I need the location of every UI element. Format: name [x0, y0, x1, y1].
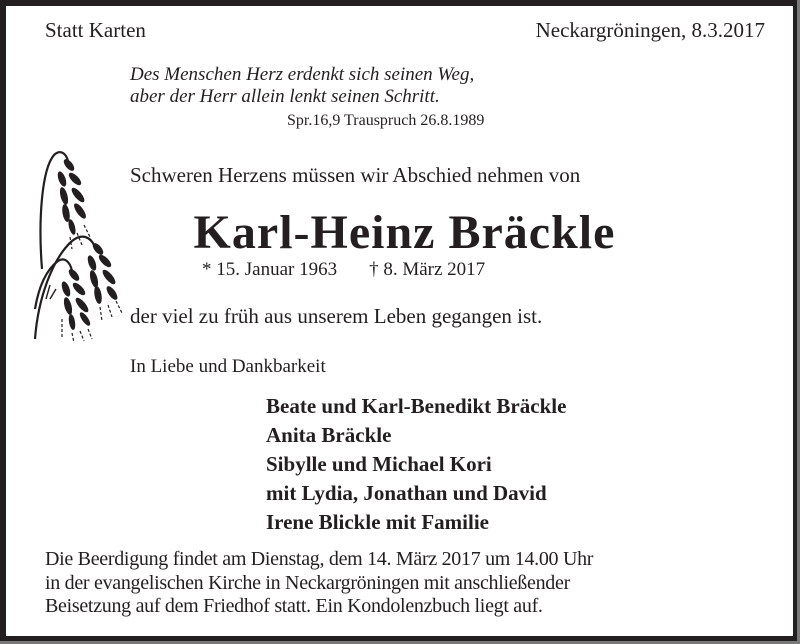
life-dates [202, 259, 485, 281]
mourners-list [266, 392, 566, 537]
verse-line-1: Des Menschen Herz erdenkt sich seinen Weg, [130, 64, 475, 85]
mourner-line: Sibylle und Michael Kori [266, 452, 492, 476]
mourner-line: Beate und Karl-Benedikt Bräckle [266, 394, 567, 418]
verse-line-2: aber der Herr allein lenkt seinen Schritt. [130, 86, 440, 107]
subline-text: der viel zu früh aus unserem Leben gegangen ist. [130, 304, 543, 328]
header-place-date: Neckargröningen, 8.3.2017 [535, 18, 765, 42]
birth-date: * 15. Januar 1963 [202, 259, 338, 280]
funeral-details [45, 548, 593, 619]
funeral-line: Die Beerdigung findet am Dienstag, dem 14. März 2017 um 14.00 Uhr [45, 548, 594, 570]
header-statt-karten: Statt Karten [45, 18, 146, 42]
mourner-line: Irene Blickle mit Familie [266, 510, 489, 534]
mourner-line: Anita Bräckle [266, 423, 392, 447]
death-date: † 8. März 2017 [369, 259, 486, 280]
funeral-line: Beisetzung auf dem Friedhof statt. Ein Kondolenzbuch liegt auf. [45, 595, 543, 617]
mourner-line: mit Lydia, Jonathan und David [266, 481, 547, 505]
gratitude-text: In Liebe und Dankbarkeit [130, 356, 326, 377]
obituary-notice [6, 6, 793, 636]
verse-reference: Spr.16,9 Trauspruch 26.8.1989 [287, 112, 485, 129]
deceased-name: Karl-Heinz Bräckle [193, 206, 616, 259]
intro-text: Schweren Herzens müssen wir Abschied nehmen von [130, 163, 581, 187]
funeral-line: in der evangelischen Kirche in Neckargröningen mit anschließender [45, 571, 570, 594]
